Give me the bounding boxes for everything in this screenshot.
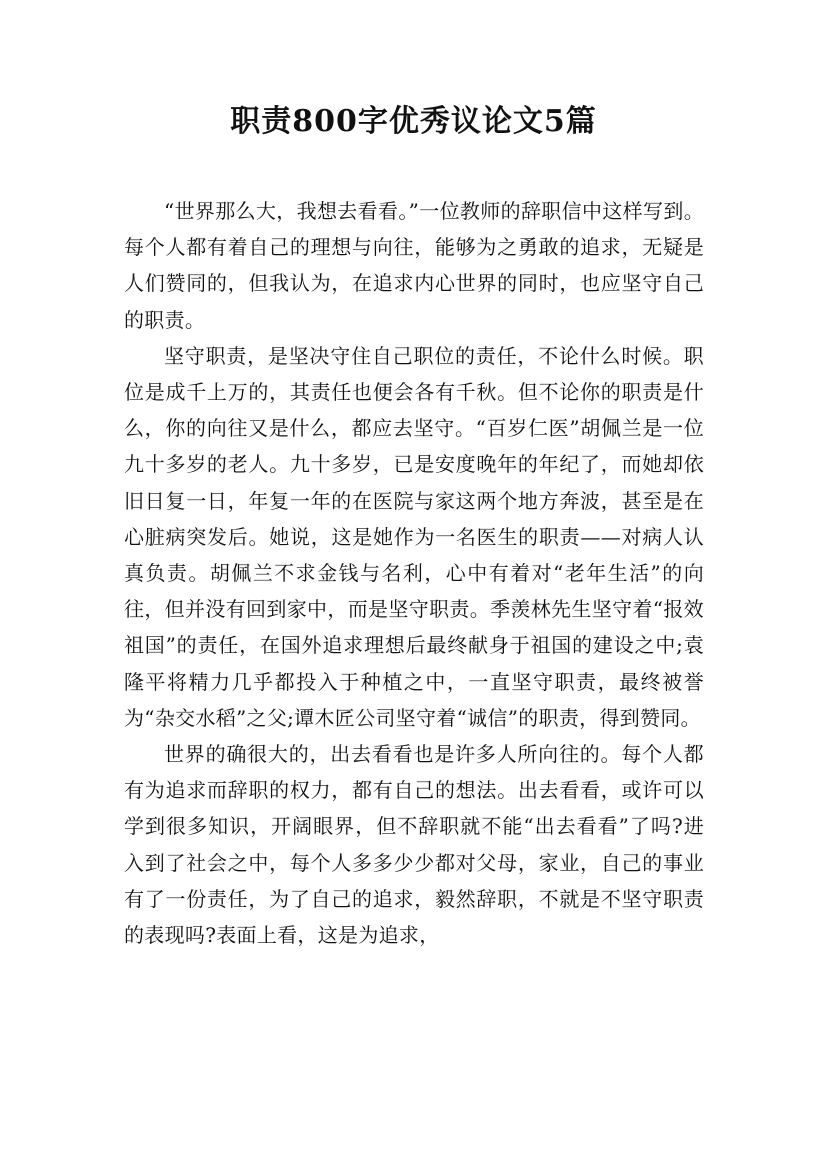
document-title: 职责800字优秀议论文5篇 — [230, 104, 597, 139]
paragraph-3: 世界的确很大的，出去看看也是许多人所向往的。每个人都有为追求而辞职的权力，都有自己的想法。出去看看，或许可以学到很多知识，开阔眼界，但不辞职就不能“出去看看”了吗?进入到了社会之中，每个人多多少少都对父母，家业，自己的事业有了一份责任，为了自己的追求，毅然辞职，不就是不坚守职责的表现吗?表面上看，这是为追求， — [124, 742, 704, 948]
document-body — [124, 193, 704, 953]
paragraph-1: “世界那么大，我想去看看。”一位教师的辞职信中这样写到。每个人都有着自己的理想与向往，能够为之勇敢的追求，无疑是人们赞同的，但我认为，在追求内心世界的同时，也应坚守自己的职责。 — [124, 199, 704, 332]
paragraph-2: 坚守职责，是坚决守住自己职位的责任，不论什么时候。职位是成千上万的，其责任也便会各有千秋。但不论你的职责是什么，你的向往又是什么，都应去坚守。“百岁仁医”胡佩兰是一位九十多岁的老人。九十多岁，已是安度晚年的年纪了，而她却依旧日复一日，年复一年的在医院与家这两个地方奔波，甚至是在心脏病突发后。她说，这是她作为一名医生的职责——对病人认真负责。胡佩兰不求金钱与名利，心中有着对“老年生活”的向往，但并没有回到家中，而是坚守职责。季羡林先生坚守着“报效祖国”的责任，在国外追求理想后最终献身于祖国的建设之中;袁隆平将精力几乎都投入于种植之中，一直坚守职责，最终被誉为“杂交水稻”之父;谭木匠公司坚守着“诚信”的职责，得到赞同。 — [124, 343, 704, 730]
